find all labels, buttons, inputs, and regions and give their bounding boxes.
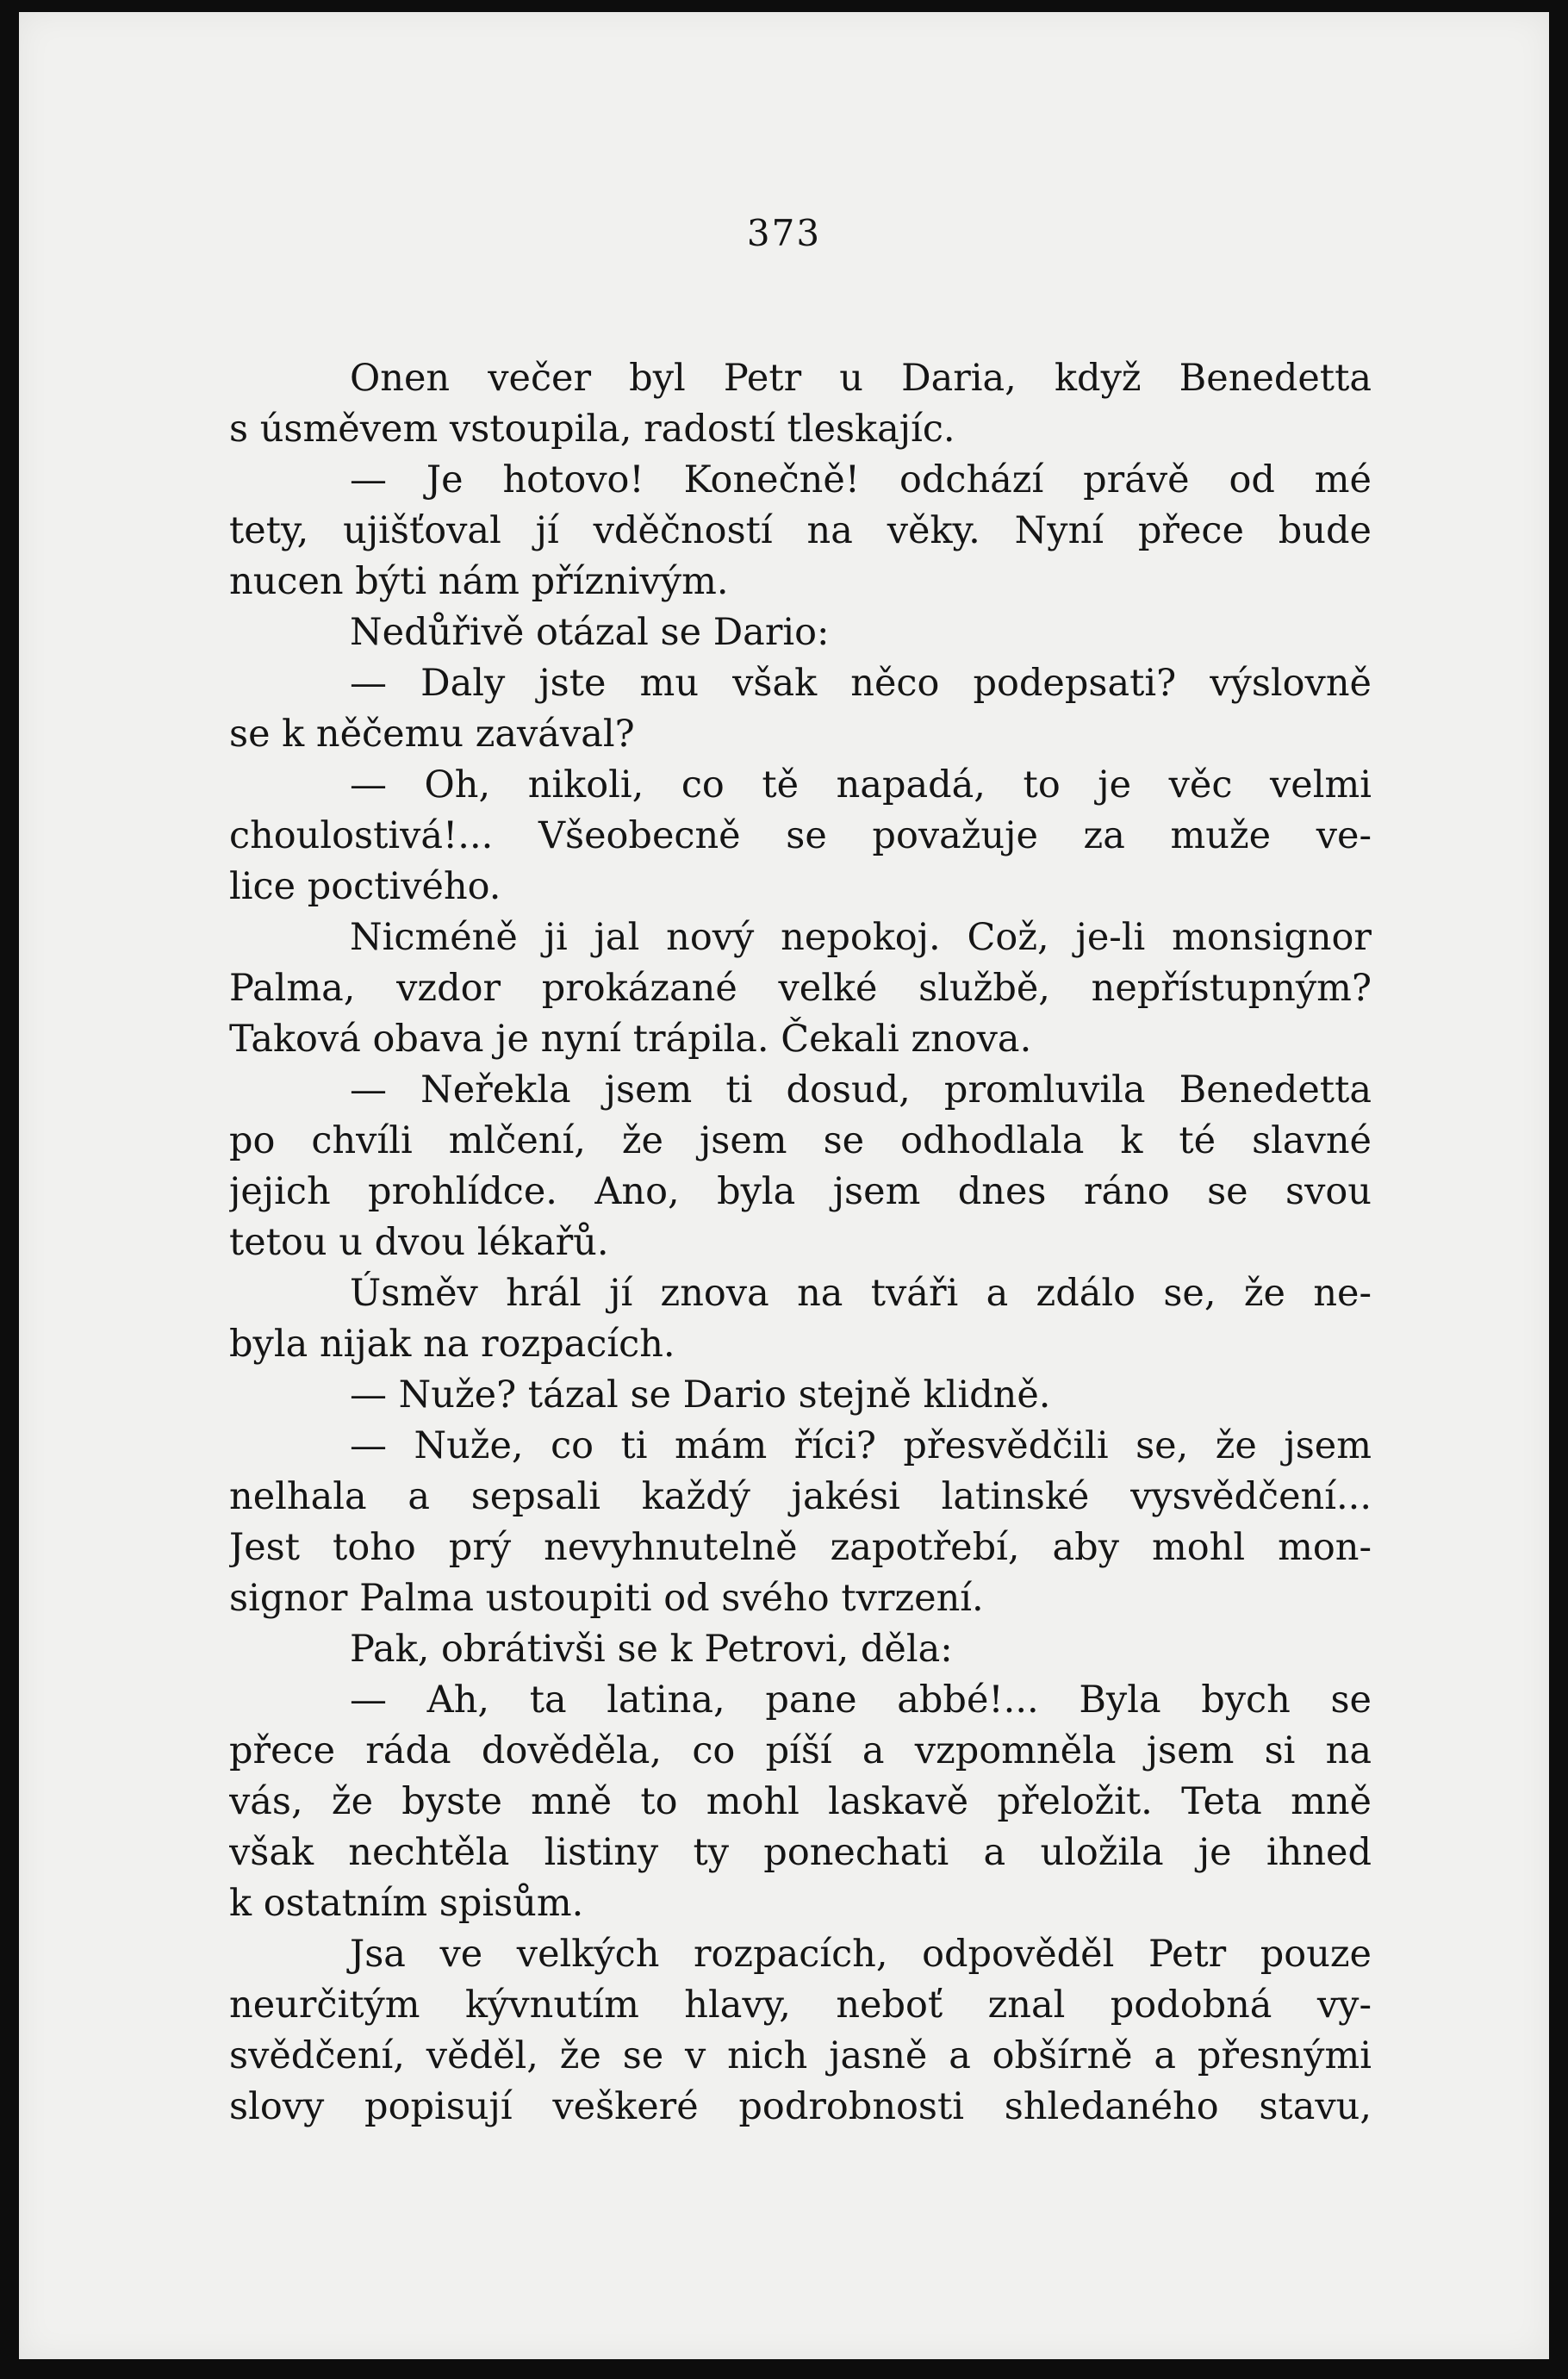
text-line: neurčitým kývnutím hlavy, neboť znal podobná vy-: [229, 1984, 1372, 2027]
text-line: po chvíli mlčení, že jsem se odhodlala k té slavné: [229, 1119, 1372, 1162]
text-line: Jest toho prý nevyhnutelně zapotřebí, aby mohl mon-: [229, 1526, 1372, 1569]
text-line: tety, ujišťoval jí vděčností na věky. Nyní přece bude: [229, 509, 1372, 552]
page-number: 373: [746, 212, 822, 254]
text-line: vás, že byste mně to mohl laskavě přeložit. Teta mně: [229, 1780, 1372, 1823]
text-line: — Daly jste mu však něco podepsati? výslovně: [350, 662, 1372, 705]
text-line: — Oh, nikoli, co tě napadá, to je věc velmi: [350, 763, 1372, 806]
text-line: tetou u dvou lékařů.: [229, 1221, 609, 1264]
text-line: byla nijak na rozpacích.: [229, 1323, 675, 1366]
text-line: — Ah, ta latina, pane abbé!... Byla bych se: [350, 1678, 1372, 1722]
text-line: — Nuže, co ti mám říci? přesvědčili se, že jsem: [350, 1424, 1372, 1467]
text-line: Taková obava je nyní trápila. Čekali znova.: [229, 1018, 1032, 1061]
text-line: Jsa ve velkých rozpacích, odpověděl Petr pouze: [350, 1933, 1372, 1976]
text-line: — Je hotovo! Konečně! odchází právě od mé: [350, 458, 1372, 501]
text-line: s úsměvem vstoupila, radostí tleskajíc.: [229, 408, 955, 451]
text-line: přece ráda dověděla, co píší a vzpomněla jsem si na: [229, 1729, 1372, 1772]
text-line: se k něčemu zavával?: [229, 713, 635, 756]
text-line: signor Palma ustoupiti od svého tvrzení.: [229, 1577, 984, 1620]
text-line: k ostatním spisům.: [229, 1882, 584, 1925]
text-line: slovy popisují veškeré podrobnosti shledaného stavu,: [229, 2085, 1372, 2128]
text-line: jejich prohlídce. Ano, byla jsem dnes ráno se svou: [229, 1170, 1372, 1213]
book-page: [19, 12, 1549, 2359]
text-line: nucen býti nám příznivým.: [229, 560, 729, 603]
text-line: — Neřekla jsem ti dosud, promluvila Benedetta: [350, 1068, 1372, 1112]
text-line: Palma, vzdor prokázané velké službě, nepřístupným?: [229, 967, 1372, 1010]
text-line: Nicméně ji jal nový nepokoj. Což, je-li monsignor: [350, 916, 1372, 959]
text-line: lice poctivého.: [229, 865, 501, 908]
text-line: Onen večer byl Petr u Daria, když Benedetta: [350, 357, 1372, 400]
text-line: choulostivá!... Všeobecně se považuje za muže ve-: [229, 814, 1372, 857]
text-line: nelhala a sepsali každý jakési latinské vysvědčení...: [229, 1475, 1372, 1518]
text-line: Úsměv hrál jí znova na tváři a zdálo se, že ne-: [350, 1272, 1372, 1315]
body-text: [229, 353, 1372, 2133]
text-line: svědčení, věděl, že se v nich jasně a obšírně a přesnými: [229, 2034, 1372, 2077]
text-line: Pak, obrátivši se k Petrovi, děla:: [350, 1628, 953, 1671]
text-line: však nechtěla listiny ty ponechati a uložila je ihned: [229, 1831, 1372, 1874]
text-line: — Nuže? tázal se Dario stejně klidně.: [350, 1373, 1051, 1417]
text-line: Nedůřivě otázal se Dario:: [350, 611, 830, 654]
